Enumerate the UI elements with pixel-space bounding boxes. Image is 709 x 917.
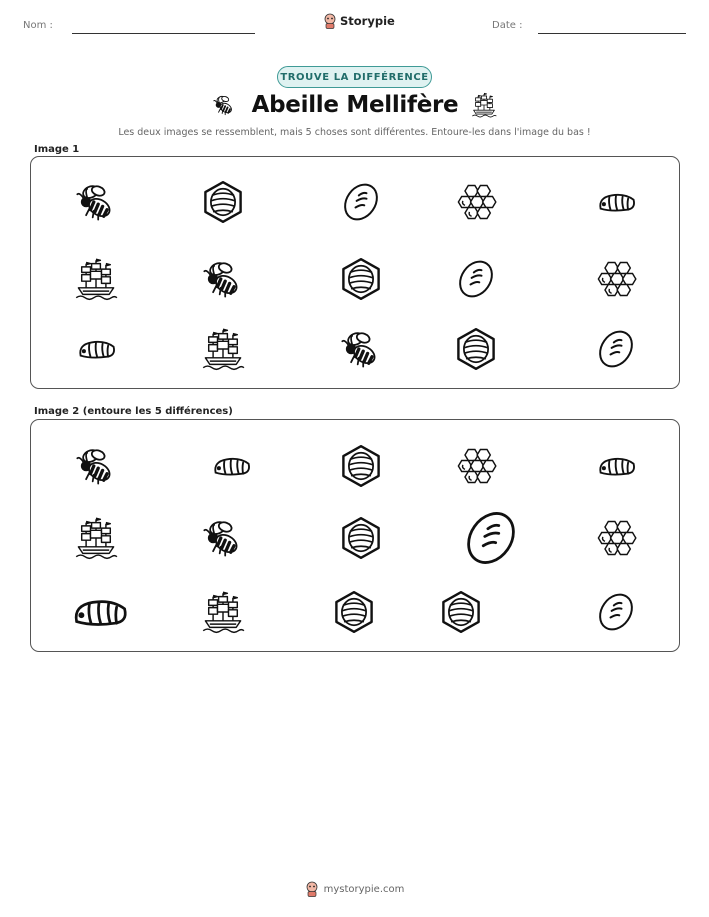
image1-label: Image 1 [34,144,80,155]
honey-cell-icon[interactable] [439,590,483,634]
honey-cell-icon[interactable] [332,590,376,634]
bread-icon[interactable] [594,590,638,634]
name-field[interactable] [72,33,255,34]
brand-name: Storypie [340,14,395,28]
footer-site: mystorypie.com [323,883,405,895]
bread-icon[interactable] [460,507,522,569]
ship-icon [74,257,118,301]
image2-panel[interactable] [30,419,680,652]
ship-icon[interactable] [201,590,245,634]
honeycomb-icon[interactable] [594,516,638,560]
honey-cell-icon [339,257,383,301]
date-field[interactable] [538,33,686,34]
bee-icon [201,257,245,301]
instructions: Les deux images se ressemblent, mais 5 choses sont différentes. Entoure-les dans l'image du bas ! [118,127,591,138]
ship-icon[interactable] [74,516,118,560]
bee-icon [339,327,383,371]
larva-icon[interactable] [209,444,253,488]
larva-icon [594,180,638,224]
honey-cell-icon[interactable] [339,444,383,488]
honeycomb-icon[interactable] [454,444,498,488]
name-label: Nom : [23,20,53,31]
image1-panel [30,156,680,389]
larva-icon[interactable] [594,444,638,488]
ship-icon [201,327,245,371]
bee-icon[interactable] [201,516,245,560]
larva-icon[interactable] [67,580,131,644]
page-title: Abeille Mellifère [251,92,459,118]
image2-label: Image 2 (entoure les 5 différences) [34,406,233,417]
brand-logo [323,13,395,29]
bread-icon [339,180,383,224]
bee-icon [74,180,118,224]
bread-icon [454,257,498,301]
honey-cell-icon [454,327,498,371]
honeycomb-icon [454,180,498,224]
title-ship-icon [470,92,498,122]
bread-icon [594,327,638,371]
honey-cell-icon [201,180,245,224]
honeycomb-icon [594,257,638,301]
date-label: Date : [492,20,523,31]
activity-badge: TROUVE LA DIFFÉRENCE [277,66,432,88]
storypie-mascot-icon [323,13,337,29]
larva-icon [74,327,118,371]
footer [0,881,709,897]
bee-icon[interactable] [74,444,118,488]
honey-cell-icon[interactable] [339,516,383,560]
title-bee-icon [211,93,237,121]
storypie-mascot-icon [305,881,319,897]
